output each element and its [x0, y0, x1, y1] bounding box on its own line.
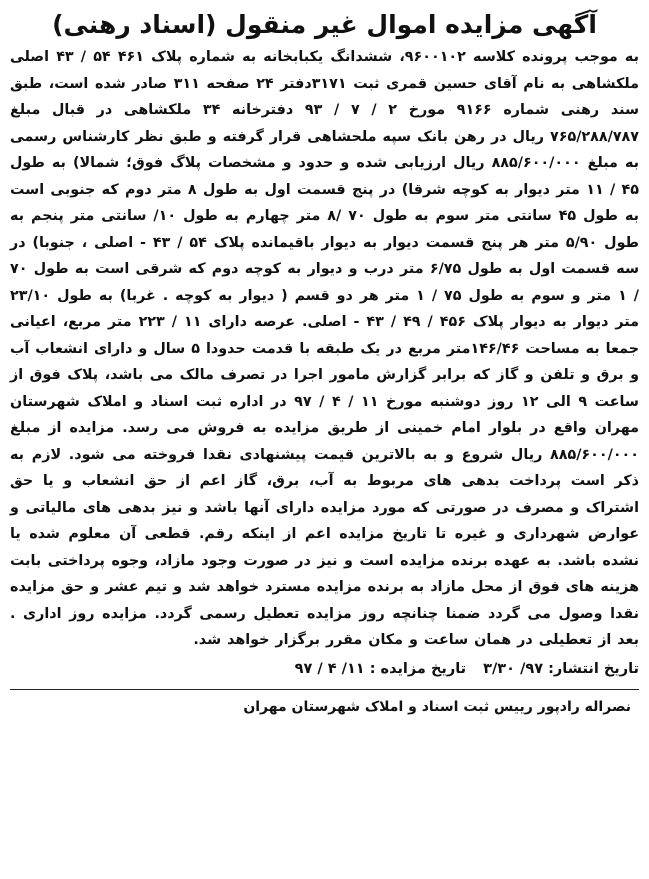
publish-date: تاریخ انتشار: ۹۷/ ۳/۳۰ [483, 660, 639, 677]
notice-title: آگهی مزایده اموال غیر منقول (اسناد رهنی) [52, 10, 597, 39]
auction-date: تاریخ مزایده : ۱۱/ ۴ / ۹۷ [294, 660, 467, 677]
signature-line: نصراله رادپور رییس ثبت اسناد و املاک شهرستان مهران [243, 698, 631, 715]
notice-dates [10, 656, 639, 683]
notice-body: به موجب پرونده کلاسه ۹۶۰۰۱۰۲، ششدانگ یکبابخانه به شماره پلاک ۴۶۱ ۵۴ / ۴۳ اصلی ملکشاهی به نام آقای حسین قمری ثبت ۳۱۷۱دفتر ۲۴ صفحه ۳۱۱ صادر شده است، طبق سند رهنی شماره ۹۱۶۶ مورخ ۲ / ۷ / ۹۳ دفترخانه ۳۴ ملکشاهی در قبال مبلغ ۷۶۵/۲۸۸/۷۸۷ ریال در رهن بانک سپه ملحشاهی قرار گرفته و طبق نظر کارشناس رسمی به مبلغ ۸۸۵/۶۰۰/۰۰۰ ریال ارزیابی شده و حدود و مشخصات پلاگ فوق؛ شمالا) به طول ۴۵ / ۱۱ متر دیوار به کوچه شرقا) در پنج قسمت اول به طول ۸ متر دوم که جنوبی است به طول ۴۵ سانتی متر سوم به طول ۷۰ /۸ متر چهارم به طول ۱۰/ سانتی متر پنجم به طول ۵/۹۰ متر هر پنج قسمت دیوار به دیوار باقیمانده پلاک ۵۴ / ۴۳ - اصلی ، جنوبا) در سه قسمت اول به طول ۶/۷۵ متر درب و دیوار به کوچه دوم که شرقی است به طول ۷۰ / ۱ متر و سوم به طول ۷۵ / ۱ متر هر دو قسم ( دیوار به کوچه . غربا) به طول ۲۳/۱۰ متر دیوار به دیوار پلاک ۴۵۶ / ۴۹ / ۴۳ - اصلی. عرصه دارای ۱۱ / ۲۲۳ متر مربع، اعیانی جمعا به مساحت ۱۴۶/۴۶متر مربع در یک طبقه با قدمت حدودا ۵ سال و دارای انشعاب آب و برق و تلفن و گاز که برابر گزارش مامور اجرا در تصرف مالک می باشد، پلاک فوق از ساعت ۹ الی ۱۲ روز دوشنبه مورخ ۱۱ / ۴ / ۹۷ در اداره ثبت اسناد و املاک شهرستان مهران واقع در بلوار امام خمینی از طریق مزایده به فروش می رسد. مزایده از مبلغ ۸۸۵/۶۰۰/۰۰۰ ریال شروع و به بالاترین قیمت پیشنهادی نقدا فروخته می شود. لازم به ذکر است پرداخت بدهی های مربوط به آب، برق، گاز اعم از حق انشعاب و یا حق اشتراک و مصرف در صورتی که مورد مزایده دارای آنها باشد و نیز بدهی های مالیاتی و عوارض شهرداری و غیره تا تاریخ مزایده اعم از اینکه رقم. قطعی آن معلوم شده یا نشده باشد. به عهده برنده مزایده است و نیز در صورت وجود مازاد، وجوه پرداختی بابت هزینه های فوق از محل مازاد به برنده مزایده مسترد خواهد شد و تیم عشر و حق مزایده نقدا وصول می گردد ضمنا چنانچه روز مزایده تعطیل رسمی گردد. مزایده روز اداری . بعد از تعطیلی در همان ساعت و مکان مقرر برگزار خواهد شد. [10, 49, 640, 648]
signature-divider [10, 689, 639, 690]
